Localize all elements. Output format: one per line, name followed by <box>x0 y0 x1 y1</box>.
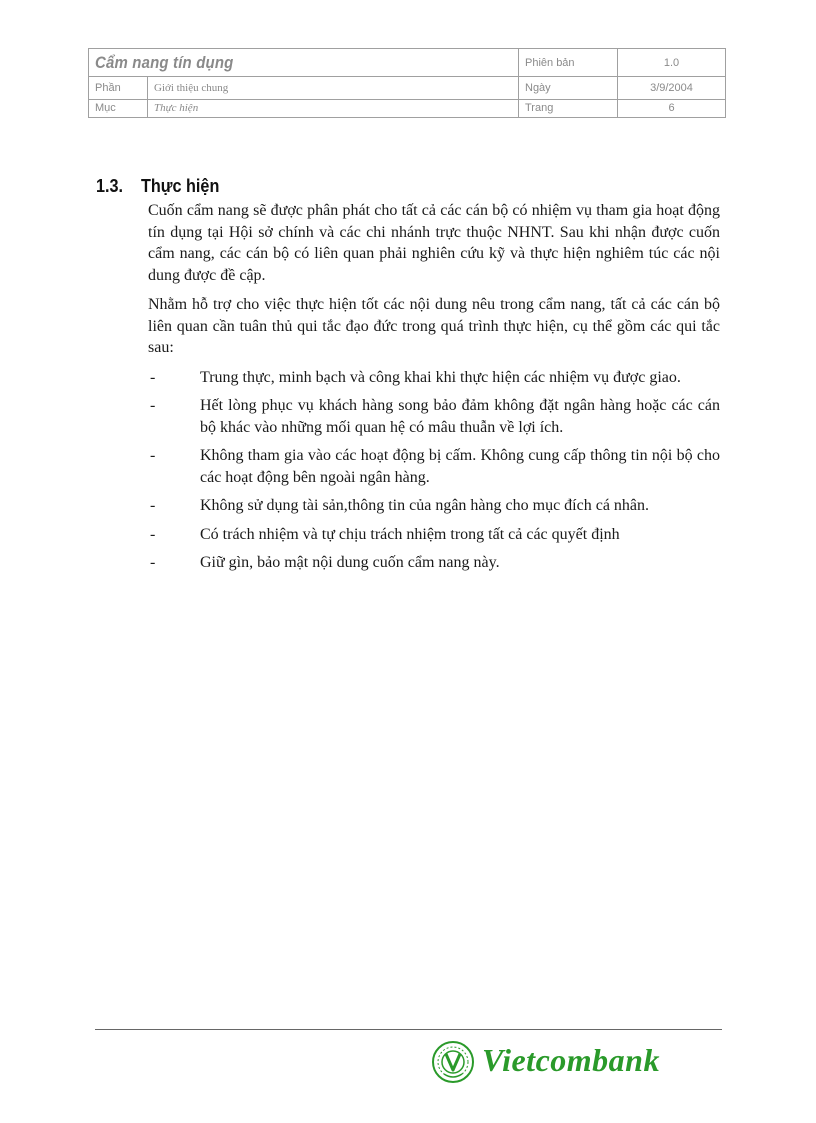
list-item <box>148 445 720 488</box>
list-item <box>148 395 720 438</box>
page-value: 6 <box>618 99 726 117</box>
part-value: Giới thiệu chung <box>154 82 229 95</box>
bullet-dash: - <box>150 447 156 464</box>
version-label: Phiên bản <box>519 49 618 77</box>
brand-name: Vietcombank <box>482 1042 660 1078</box>
doc-title: Cẩm nang tín dụng <box>95 52 234 72</box>
list-item-text: Giữ gìn, bảo mật nội dung cuốn cẩm nang này. <box>200 554 500 571</box>
part-label: Phần <box>89 77 148 99</box>
date-value: 3/9/2004 <box>618 77 726 99</box>
version-value: 1.0 <box>618 49 726 77</box>
vietcombank-logo <box>430 1040 720 1084</box>
part-value-cell <box>148 77 519 99</box>
bullet-dash: - <box>150 525 156 543</box>
list-item-text: Không tham gia vào các hoạt động bị cấm. Không cung cấp thông tin nội bộ cho các hoạt động bên ngoài ngân hàng. <box>200 447 720 486</box>
list-item-text: Hết lòng phục vụ khách hàng song bảo đảm không đặt ngân hàng hoặc các cán bộ khác vào những mối quan hệ có mâu thuẫn về lợi ích. <box>200 397 720 436</box>
section-value: Thực hiện <box>154 102 199 115</box>
bullet-dash: - <box>150 368 156 386</box>
paragraph: Cuốn cẩm nang sẽ được phân phát cho tất cả các cán bộ có nhiệm vụ tham gia hoạt động tín dụng tại Hội sở chính và các chi nhánh trực thuộc NHNT. Sau khi nhận được cuốn cẩm nang, các cán bộ có liên quan phải nghiên cứu kỹ và thực hiện nghiêm túc các nội dung được đề cập. <box>148 202 720 284</box>
footer-divider <box>95 1029 722 1030</box>
section-body <box>148 200 720 581</box>
section-title: Thực hiện <box>141 176 220 196</box>
paragraph: Nhằm hỗ trợ cho việc thực hiện tốt các nội dung nêu trong cẩm nang, tất cả các cán bộ liên quan cần tuân thủ qui tắc đạo đức trong quá trình thực hiện, cụ thể gồm các qui tắc sau: <box>148 296 720 356</box>
section-label: Mục <box>89 99 148 117</box>
bullet-dash: - <box>150 497 156 514</box>
list-item <box>148 367 720 389</box>
page-label: Trang <box>519 99 618 117</box>
doc-title-cell <box>89 49 519 77</box>
list-item-text: Có trách nhiệm và tự chịu trách nhiệm trong tất cả các quyết định <box>200 525 620 543</box>
list-item <box>148 524 720 546</box>
rules-list <box>148 367 720 574</box>
list-item-text: Trung thực, minh bạch và công khai khi thực hiện các nhiệm vụ được giao. <box>200 368 681 386</box>
bullet-dash: - <box>150 397 156 414</box>
section-heading <box>96 176 219 197</box>
list-item <box>148 552 720 574</box>
list-item-text: Không sử dụng tài sản,thông tin của ngân hàng cho mục đích cá nhân. <box>200 497 650 514</box>
section-value-cell <box>148 99 519 117</box>
document-header-table <box>88 48 726 118</box>
vietcombank-emblem-icon <box>430 1040 476 1084</box>
bullet-dash: - <box>150 554 156 571</box>
list-item <box>148 495 720 517</box>
date-label: Ngày <box>519 77 618 99</box>
section-number: 1.3. <box>96 176 124 196</box>
